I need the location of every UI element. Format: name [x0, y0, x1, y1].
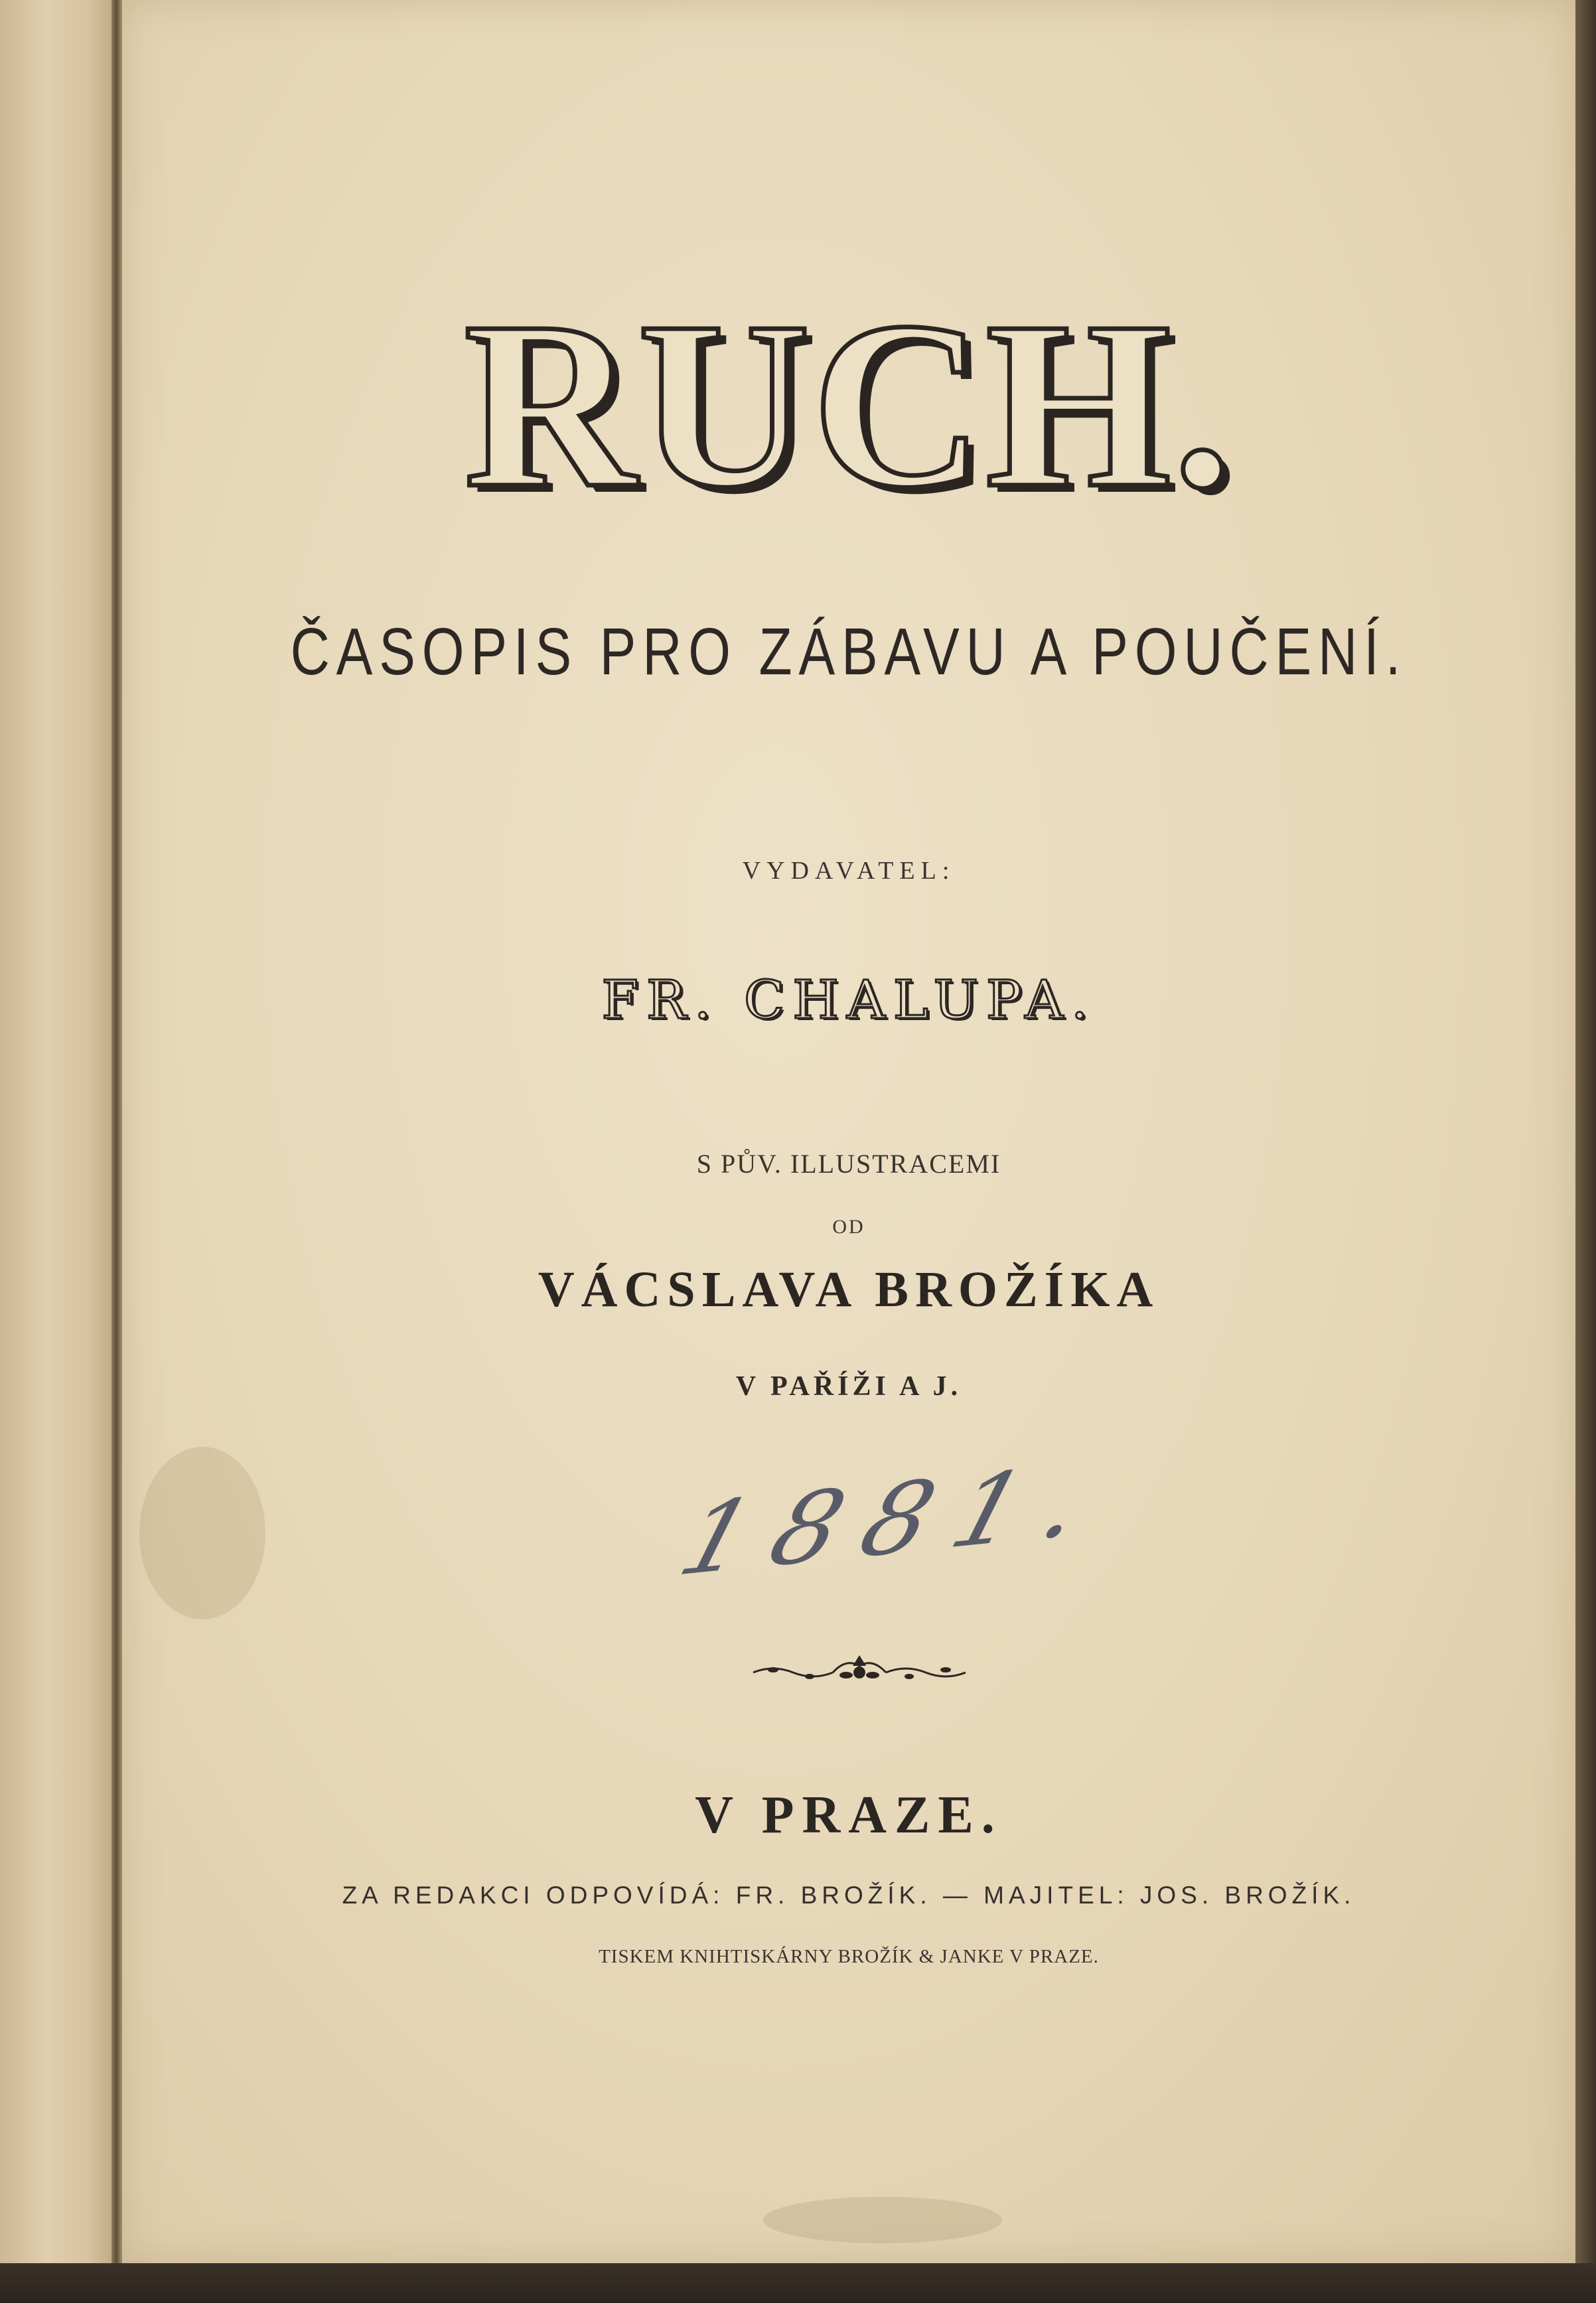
- book-bottom-edge: [0, 2263, 1596, 2303]
- by-word: OD: [832, 1216, 865, 1238]
- publisher-name: FR. CHALUPA.: [601, 969, 1096, 1031]
- handwritten-year: 1881.: [667, 1441, 1121, 1599]
- responsibility-line: ZA REDAKCI ODPOVÍDÁ: FR. BROŽÍK. — MAJITEL: JOS. BROŽÍK.: [342, 1882, 1356, 1909]
- illustrator-name: VÁCSLAVA BROŽÍKA: [538, 1262, 1160, 1317]
- paper-stain: [763, 2197, 1002, 2243]
- journal-subtitle: ČASOPIS PRO ZÁBAVU A POUČENÍ.: [290, 615, 1408, 689]
- journal-title: RUCH.: [464, 272, 1234, 537]
- book-gutter: [111, 0, 122, 2270]
- ornament-divider-icon: [747, 1651, 972, 1691]
- illustrator-place: V PAŘÍŽI A J.: [735, 1371, 962, 1402]
- publisher-label: VYDAVATEL:: [742, 857, 956, 885]
- illustrations-line: S PŮV. ILLUSTRACEMI: [696, 1149, 1001, 1179]
- page-right-edge: [1575, 0, 1596, 2303]
- publication-city: V PRAZE.: [695, 1786, 1003, 1844]
- book-spine: [0, 0, 119, 2303]
- paper-stain: [139, 1447, 265, 1619]
- printer-line: TISKEM KNIHTISKÁRNY BROŽÍK & JANKE V PRAZE.: [599, 1946, 1099, 1967]
